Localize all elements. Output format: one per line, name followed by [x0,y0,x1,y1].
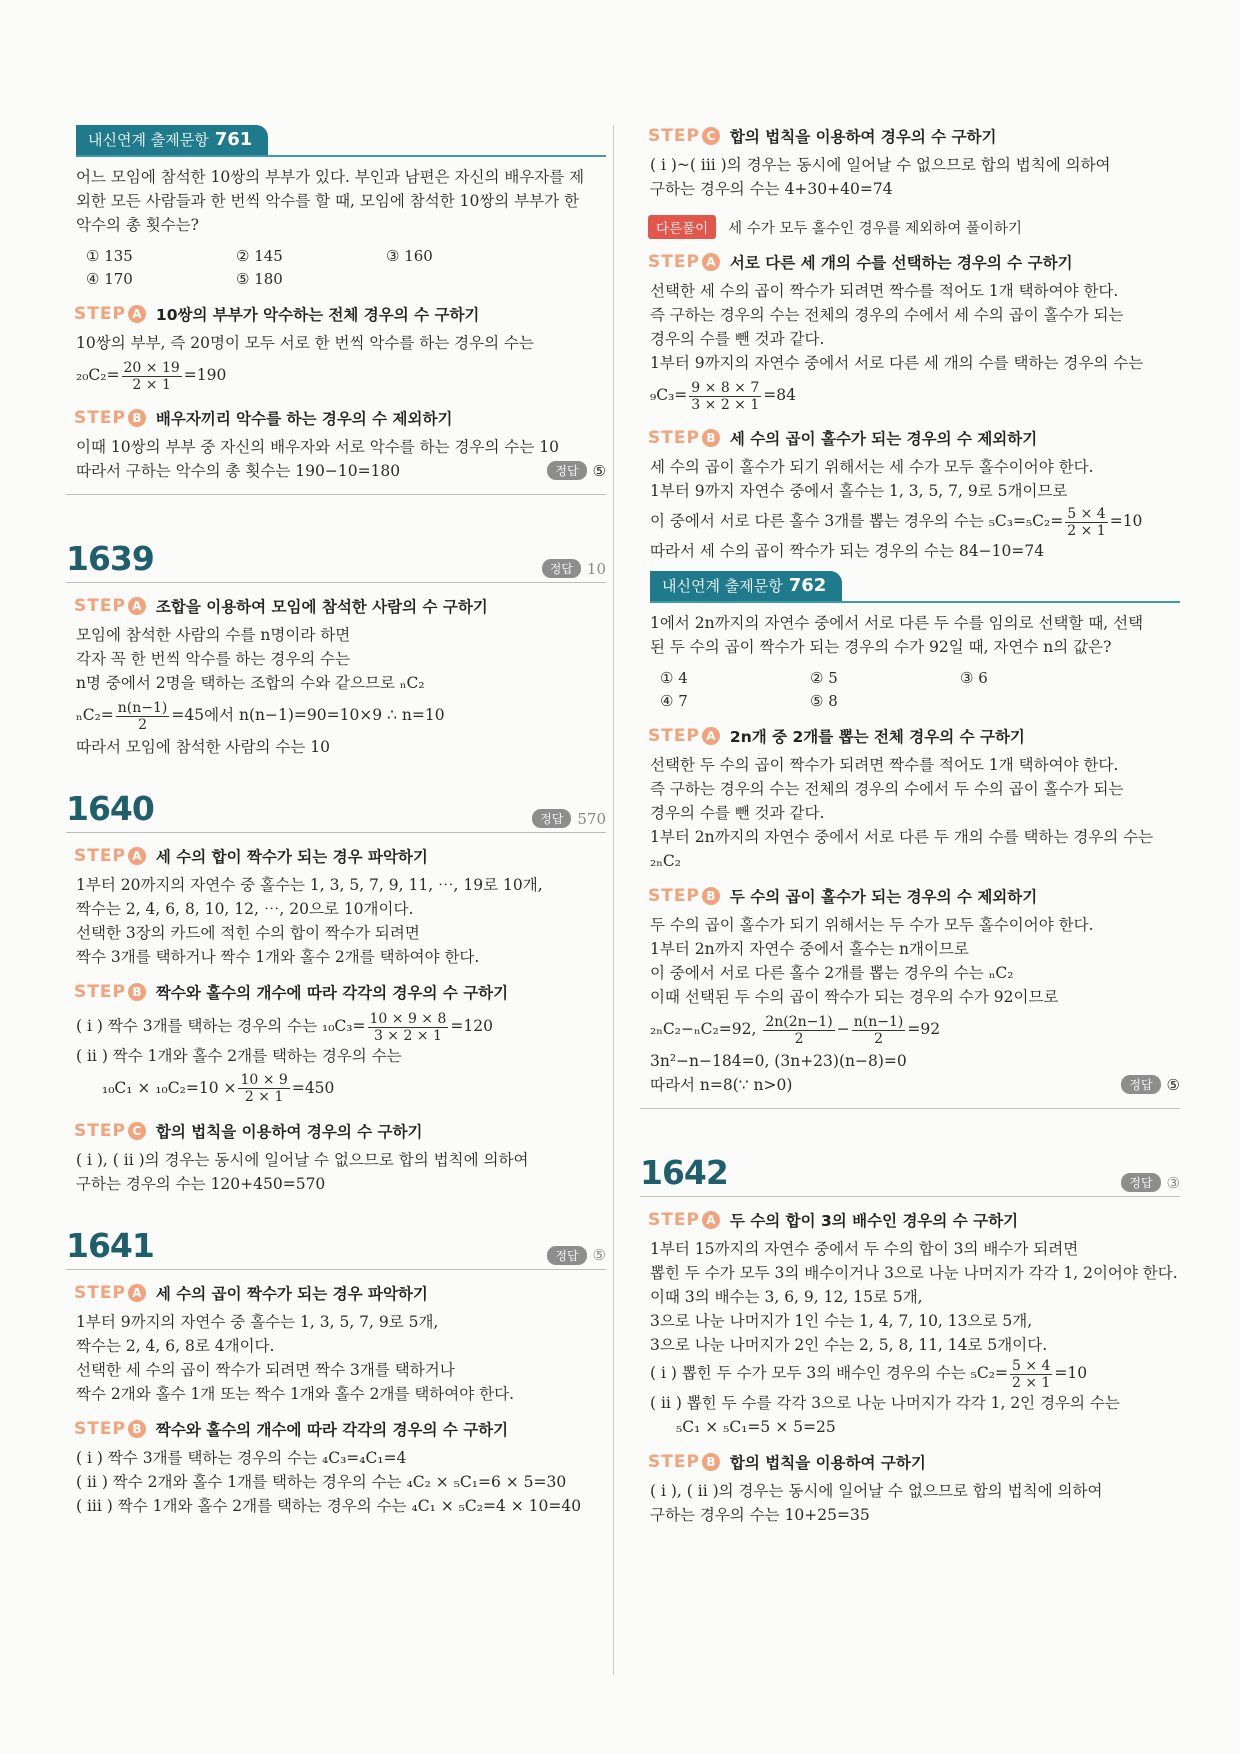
formula: ₉C₃= $\frac{9 \times 8 \times 7}{3 \times 2 \times 1}$ =84 [650,379,796,413]
right-column [640,125,1180,1527]
question-762: 1에서 2n까지의 자연수 중에서 서로 다른 두 수를 임의로 선택할 때, 선택 된 두 수의 곱이 짝수가 되는 경우의 수가 92일 때, 자연수 n의 값은? [650,614,1144,656]
option: ③ 6 [960,669,988,687]
text-block: 1부터 9까지의 자연수 중 홀수는 1, 3, 5, 7, 9로 5개, 짝수는 2, 4, 6, 8로 4개이다. 선택한 세 수의 곱이 짝수가 되려면 짝수 3개를 택하거나 짝수 2개와 홀수 1개 또는 짝수 1개와 홀수 2개를 택하여야 한다. [76,1312,515,1403]
formula: 이 중에서 서로 다른 홀수 3개를 뽑는 경우의 수는 ₅C₃=₅C₂= $\frac{5 \times 4}{2 \times 1}$ =10 [650,505,1143,539]
text-line: ( ii ) 짝수 1개와 홀수 2개를 택하는 경우의 수는 [76,1046,402,1065]
text-line: 따라서 n=8(∵ n>0) [650,1076,793,1094]
formula: ₙC₂= $\frac{n(n-1)}{2}$ =45에서 n(n−1)=90=10×9 ∴ n=10 [76,699,445,733]
answer-badge: 정답 [547,1246,586,1265]
text-line: 구하는 경우의 수는 120+450=570 [76,1174,326,1193]
problem-number: 1639 [66,539,154,578]
fraction: $\frac{20 \times 19}{2 \times 1}$ [123,359,180,393]
option: ② 5 [810,669,838,687]
text-line: 따라서 모임에 참석한 사람의 수는 10 [76,738,330,756]
text-line: 3n²−n−184=0, (3n+23)(n−8)=0 [650,1052,907,1070]
option: ① 135 [86,247,133,265]
step-b-761: STEP B 배우자끼리 악수를 하는 경우의 수 제외하기 [74,408,453,428]
text-line: ( ii ) 뽑힌 두 수를 각각 3으로 나눈 나머지가 각각 1, 2인 경우의 수는 [650,1393,1120,1412]
answer-badge: 정답 [547,461,586,480]
problem-number: 1641 [66,1225,154,1265]
text-line: 따라서 세 수의 곱이 짝수가 되는 경우의 수는 84−10=74 [650,542,1045,560]
text-block: ( i ) 짝수 3개를 택하는 경우의 수는 ₄C₃=₄C₁=4 ( ii ) 짝수 2개와 홀수 1개를 택하는 경우의 수는 ₄C₂ × ₅C₁=6 × 5=30 ( iii ) 짝수 1개와 홀수 2개를 택하는 경우의 수는 ₄C₁ × ₅C₂=4 × 10=40 [76,1448,582,1515]
step-badge: C [702,127,720,145]
exam-box-tag: 내신연계 출제문항 761 [76,125,268,155]
answer: 정답 ⑤ [547,1246,606,1265]
step-b-1642: STEP B 합의 법칙을 이용하여 구하기 [648,1451,926,1472]
text-line: 구하는 경우의 수는 10+25=35 [650,1505,870,1524]
fraction: $\frac{10 \times 9}{2 \times 1}$ [240,1072,288,1105]
step-a-1640: STEP A 세 수의 합이 짝수가 되는 경우 파악하기 [74,846,428,866]
answer: 정답 ⑤ [640,1075,1180,1094]
text-line: 1부터 9까지 자연수 중에서 홀수는 1, 3, 5, 7, 9로 5개이므로 [650,482,1068,500]
fraction: $\frac{5 \times 4}{2 \times 1}$ [1011,1357,1051,1391]
problem-header-1642 [640,1153,1180,1197]
step-badge: B [702,429,720,447]
step-badge: A [128,1284,146,1302]
step-a-1642: STEP A 두 수의 합이 3의 배수인 경우의 수 구하기 [648,1210,1019,1230]
text-block: 선택한 세 수의 곱이 짝수가 되려면 짝수를 적어도 1개 택하여야 한다. 즉 구하는 경우의 수는 전체의 경우의 수에서 세 수의 곱이 홀수가 되는 경우의 수를 뺀 것과 같다. 1부터 9까지의 자연수 중에서 서로 다른 세 개의 수를 택하는 경우의 수는 [650,282,1144,372]
answer-badge: 정답 [532,809,571,828]
options-761 [86,245,606,291]
fraction: $\frac{5 \times 4}{2 \times 1}$ [1067,505,1106,539]
step-a-1641: STEP A 세 수의 곱이 짝수가 되는 경우 파악하기 [74,1282,428,1303]
text-block: 1부터 20까지의 자연수 중 홀수는 1, 3, 5, 7, 9, 11, ⋯, 19로 10개, 짝수는 2, 4, 6, 8, 10, 12, ⋯, 20으로 10개이다. 선택한 3장의 카드에 적힌 수의 합이 짝수가 되려면 짝수 3개를 택하거나 짝수 1개와 홀수 2개를 택하여야 한다. [76,876,543,966]
step-b-762: STEP B 두 수의 곱이 홀수가 되는 경우의 수 제외하기 [648,886,1038,906]
column-divider [613,125,614,1675]
step-badge: B [128,983,146,1001]
step-badge: B [702,887,720,905]
step-badge: A [702,253,720,271]
step-a-1639: STEP A 조합을 이용하여 모임에 참석한 사람의 수 구하기 [74,596,488,616]
step-badge: C [128,1122,146,1140]
option: ④ 170 [86,270,133,288]
answer: 정답 10 [542,559,606,578]
step-b-1641: STEP B 짝수와 홀수의 개수에 따라 각각의 경우의 수 구하기 [74,1418,509,1439]
formula: ( i ) 뽑힌 두 수가 모두 3의 배수인 경우의 수는 ₅C₂= $\frac{5 \times 4}{2 \times 1}$ =10 [650,1357,1088,1391]
question-761: 어느 모임에 참석한 10쌍의 부부가 있다. 부인과 남편은 자신의 배우자를 제 외한 모든 사람들과 한 번씩 악수를 할 때, 모임에 참석한 10쌍의 부부가 한 악수의 총 횟수는? [76,168,585,234]
problem-header-1641 [66,1226,606,1270]
step-c-1641: STEP C 합의 법칙을 이용하여 경우의 수 구하기 [648,126,997,146]
fraction: $\frac{n(n-1)}{2}$ [117,699,168,733]
step-badge: B [702,1453,720,1471]
step-badge: B [128,409,146,427]
text-block: 두 수의 곱이 홀수가 되기 위해서는 두 수가 모두 홀수이어야 한다. 1부터 2n까지 자연수 중에서 홀수는 n개이므로 이 중에서 서로 다른 홀수 2개를 뽑는 경우의 수는 ₙC₂ 이때 선택된 두 수의 곱이 짝수가 되는 경우의 수가 92이므로 [650,916,1094,1006]
answer: 정답 ⑤ [66,461,606,480]
text-line: 10쌍의 부부, 즉 20명이 모두 서로 한 번씩 악수를 하는 경우의 수는 [76,334,534,352]
option: ⑤ 8 [810,692,838,710]
exam-box-header-762 [650,571,1180,603]
formula: ( i ) 짝수 3개를 택하는 경우의 수는 ₁₀C₃= $\frac{10 \times 9 \times 8}{3 \times 2 \times 1}$ =120 [76,1010,493,1044]
problem-header-1639 [66,539,606,583]
answer-badge: 정답 [542,559,581,578]
step-a-761: STEP A 10쌍의 부부가 악수하는 전체 경우의 수 구하기 [74,304,480,324]
alternate-solution-header: 다른풀이 세 수가 모두 홀수인 경우를 제외하여 풀이하기 [648,215,1180,239]
step-c-1640: STEP C 합의 법칙을 이용하여 경우의 수 구하기 [74,1120,423,1141]
fraction: $\frac{9 \times 8 \times 7}{3 \times 2 \times 1}$ [691,379,760,413]
step-badge: A [128,597,146,615]
left-column [66,125,606,1518]
step-b-1640: STEP B 짝수와 홀수의 개수에 따라 각각의 경우의 수 구하기 [74,982,509,1002]
option: ⑤ 180 [236,270,283,288]
fraction: $\frac{10 \times 9 \times 8}{3 \times 2 \times 1}$ [369,1010,447,1044]
step-a-alt: STEP A 서로 다른 세 개의 수를 선택하는 경우의 수 구하기 [648,252,1073,272]
step-badge: A [702,727,720,745]
step-badge: A [128,305,146,323]
formula: ₂ₙC₂−ₙC₂=92, $\frac{2n(2n-1)}{2}$ − $\frac{n(n-1)}{2}$ =92 [650,1013,941,1047]
fraction: $\frac{2n(2n-1)}{2}$ [765,1013,833,1047]
problem-number: 1640 [66,789,154,828]
problem-header-1640 [66,789,606,833]
answer-badge: 정답 [1121,1075,1160,1094]
option: ① 4 [660,669,688,687]
step-badge: B [128,1420,146,1438]
option: ② 145 [236,247,283,265]
text-line: n명 중에서 2명을 택하는 조합의 수와 같으므로 ₙC₂ [76,674,425,692]
step-badge: A [702,1211,720,1229]
answer-badge: 정답 [1121,1173,1160,1192]
text-line: ( i ), ( ii )의 경우는 동시에 일어날 수 없으므로 합의 법칙에 의하여 [76,1150,529,1169]
options-762 [660,667,1180,713]
text-line: ₅C₁ × ₅C₁=5 × 5=25 [676,1417,836,1436]
step-a-762: STEP A 2n개 중 2개를 뽑는 전체 경우의 수 구하기 [648,726,1025,746]
text-block: 선택한 두 수의 곱이 짝수가 되려면 짝수를 적어도 1개 택하여야 한다. 즉 구하는 경우의 수는 전체의 경우의 수에서 두 수의 곱이 홀수가 되는 경우의 수를 뺀 것과 같다. 1부터 2n까지의 자연수 중에서 서로 다른 두 개의 수를 택하는 경우의 수는 ₂ₙC₂ [650,756,1154,870]
formula: ₁₀C₁ × ₁₀C₂=10 × $\frac{10 \times 9}{2 \times 1}$ =450 [102,1072,335,1105]
step-b-alt: STEP B 세 수의 곱이 홀수가 되는 경우의 수 제외하기 [648,428,1038,448]
step-badge: A [128,847,146,865]
text-line: 이때 10쌍의 부부 중 자신의 배우자와 서로 악수를 하는 경우의 수는 10 [76,438,559,456]
text-line: ( i )~( iii )의 경우는 동시에 일어날 수 없으므로 합의 법칙에 의하여 [650,156,1111,174]
text-line: 모임에 참석한 사람의 수를 n명이라 하면 [76,626,351,644]
exam-box-header-761 [76,125,606,157]
text-line: 구하는 경우의 수는 4+30+40=74 [650,180,893,198]
text-line: ( i ), ( ii )의 경우는 동시에 일어날 수 없으므로 합의 법칙에 의하여 [650,1481,1103,1500]
fraction: $\frac{n(n-1)}{2}$ [853,1013,904,1047]
text-block: 1부터 15까지의 자연수 중에서 두 수의 합이 3의 배수가 되려면 뽑힌 두 수가 모두 3의 배수이거나 3으로 나눈 나머지가 각각 1, 2이어야 한다. 이때 3의 배수는 3, 6, 9, 12, 15로 5개, 3으로 나눈 나머지가 1인 수는 1, 4, 7, 10, 13으로 5개, 3으로 나눈 나머지가 2인 수는 2, 5, 8, 11, 14로 5개이다. [650,1240,1178,1354]
formula: ₂₀C₂= $\frac{20 \times 19}{2 \times 1}$ =190 [76,359,227,393]
exam-box-tag: 내신연계 출제문항 762 [650,571,842,601]
text-line: 따라서 구하는 악수의 총 횟수는 190−10=180 [76,462,401,480]
answer: 정답 570 [532,809,606,828]
option: ④ 7 [660,692,688,710]
answer: 정답 ③ [1121,1173,1180,1192]
option: ③ 160 [386,247,433,265]
alternate-solution-badge: 다른풀이 [648,215,716,239]
text-line: 각자 꼭 한 번씩 악수를 하는 경우의 수는 [76,650,351,668]
problem-number: 1642 [640,1153,728,1192]
text-line: 세 수의 곱이 홀수가 되기 위해서는 세 수가 모두 홀수이어야 한다. [650,458,1094,476]
